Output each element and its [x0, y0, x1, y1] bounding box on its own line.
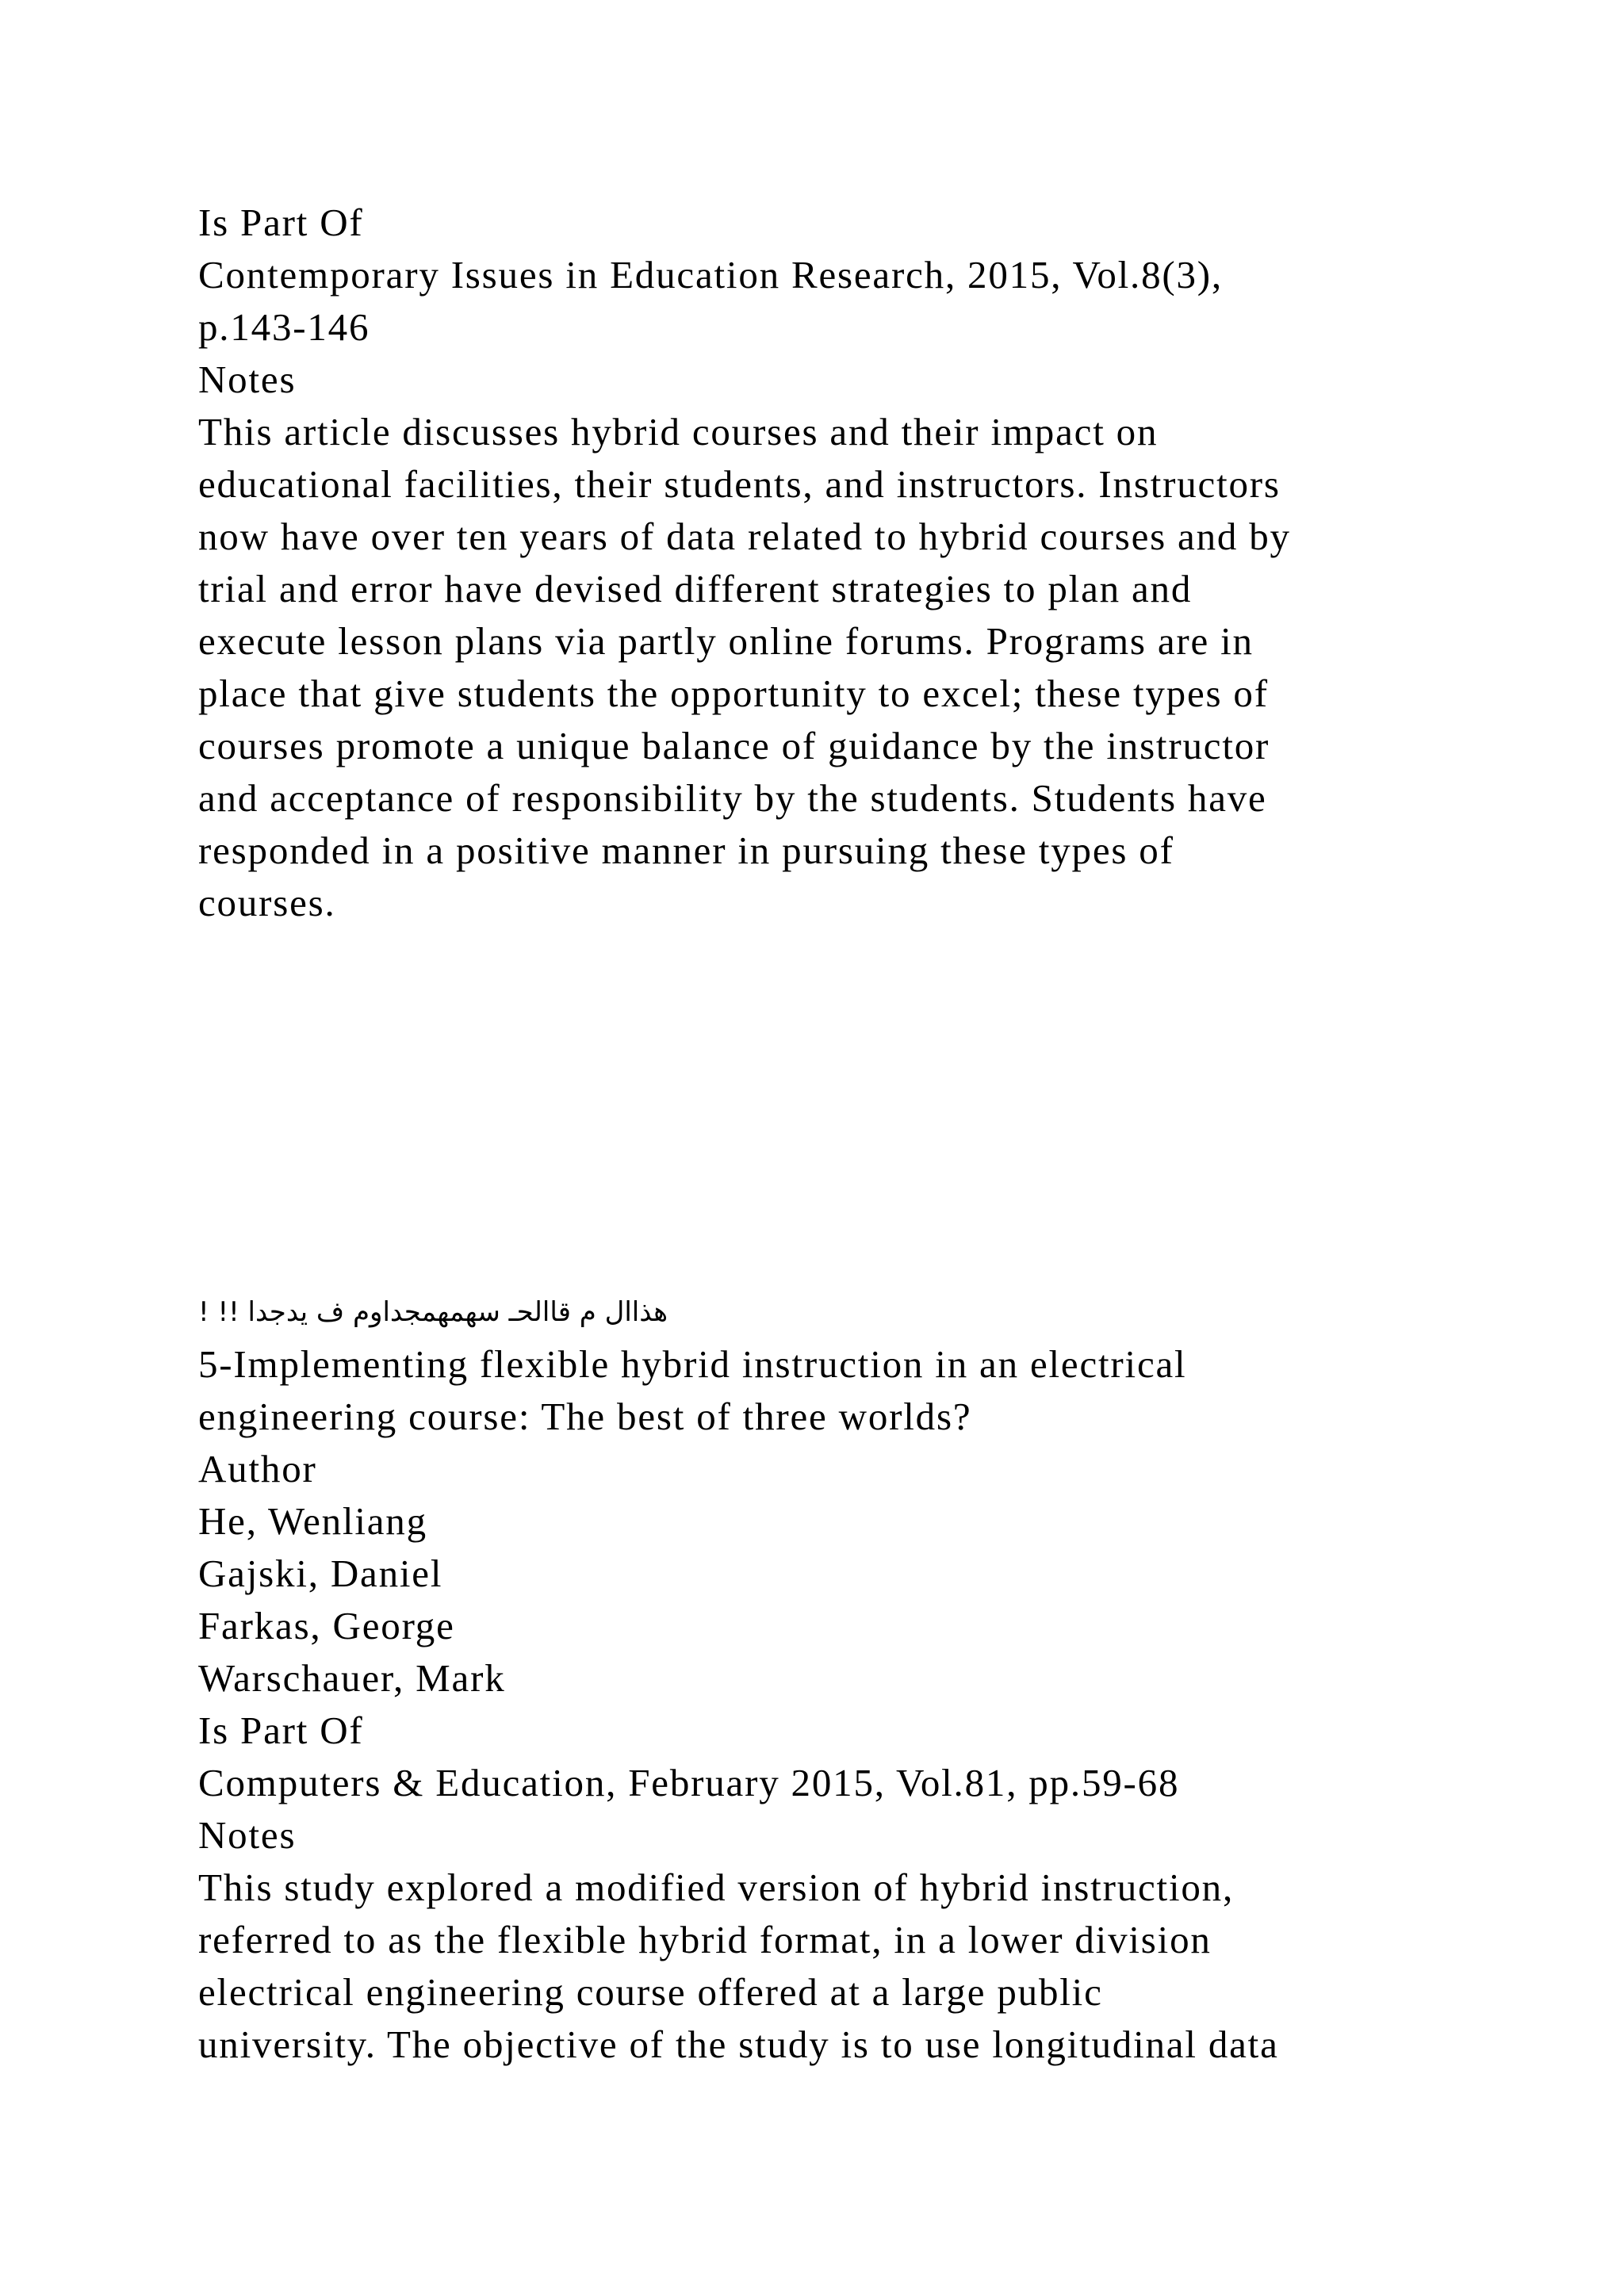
article-title-line: engineering course: The best of three worlds? [198, 1395, 972, 1438]
notes-line: electrical engineering course offered at a large public [198, 1970, 1103, 2014]
notes-line: now have over ten years of data related to hybrid courses and by [198, 515, 1291, 558]
notes-line: educational facilities, their students, and instructors. Instructors [198, 462, 1281, 506]
author-name: He, Wenliang [198, 1499, 427, 1543]
article-title-line: 5-Implementing flexible hybrid instruction in an electrical [198, 1342, 1187, 1386]
notes-line: trial and error have devised different strategies to plan and [198, 567, 1193, 610]
author-name: Farkas, George [198, 1604, 455, 1647]
is-part-of-label: Is Part Of [198, 1709, 364, 1752]
notes-line: place that give students the opportunity to excel; these types of [198, 672, 1269, 715]
notes-line: university. The objective of the study is to use longitudinal data [198, 2022, 1279, 2066]
author-name: Warschauer, Mark [198, 1656, 506, 1700]
notes-line: courses promote a unique balance of guidance by the instructor [198, 724, 1270, 767]
notes-line: and acceptance of responsibility by the students. Students have [198, 776, 1267, 820]
record-section-2 [198, 1286, 1499, 2071]
notes-line: This study explored a modified version of hybrid instruction, [198, 1866, 1235, 1909]
source-line: Contemporary Issues in Education Research, 2015, Vol.8(3), [198, 253, 1223, 297]
notes-line: execute lesson plans via partly online forums. Programs are in [198, 619, 1254, 663]
author-name: Gajski, Daniel [198, 1552, 443, 1595]
notes-line: responded in a positive manner in pursuing these types of [198, 828, 1174, 872]
source-line: p.143-146 [198, 305, 370, 349]
notes-label: Notes [198, 1813, 297, 1857]
arabic-text-line: هذاال م قاالحـ سهمهمجداوم ف يدجدا !! ! [198, 1296, 668, 1328]
notes-line: courses. [198, 881, 336, 924]
notes-label: Notes [198, 358, 297, 401]
is-part-of-label: Is Part Of [198, 201, 364, 244]
notes-line: referred to as the flexible hybrid format, in a lower division [198, 1918, 1212, 1961]
record-section-1 [198, 197, 1499, 929]
author-label: Author [198, 1447, 317, 1490]
notes-line: This article discusses hybrid courses and their impact on [198, 410, 1159, 453]
source-line: Computers & Education, February 2015, Vol.81, pp.59-68 [198, 1761, 1180, 1804]
